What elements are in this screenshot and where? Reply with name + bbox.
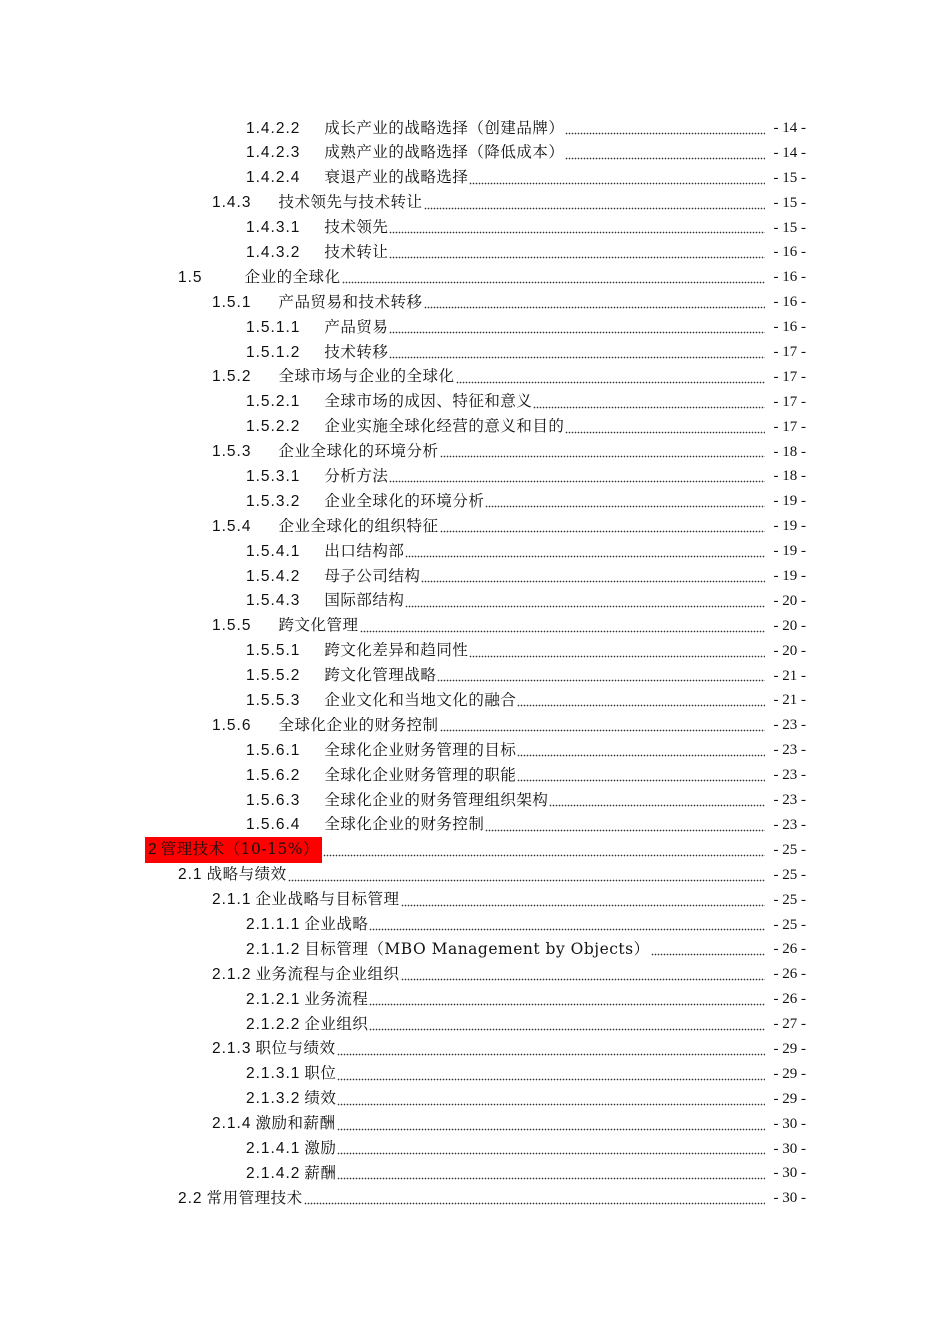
toc-entry-title: 全球市场与企业的全球化 bbox=[278, 367, 455, 386]
toc-entry-number: 1.5.6.4 bbox=[246, 816, 301, 834]
toc-entry-page-number: - 30 - bbox=[773, 1115, 806, 1132]
toc-entry-title: 企业文化和当地文化的融合 bbox=[324, 690, 517, 709]
toc-entry-page-number: - 25 - bbox=[773, 891, 806, 908]
toc-entry-heading bbox=[246, 165, 468, 191]
toc-entry-page-number: - 21 - bbox=[773, 667, 806, 684]
toc-entry[interactable] bbox=[0, 1161, 950, 1186]
toc-entry-title: 企业全球化的组织特征 bbox=[278, 516, 439, 535]
toc-entry-page-number: - 14 - bbox=[773, 120, 806, 136]
dot-leader bbox=[440, 444, 766, 458]
toc-entry-title: 全球化企业的财务控制 bbox=[278, 715, 439, 734]
dot-leader bbox=[549, 793, 765, 807]
toc-entry[interactable] bbox=[0, 688, 950, 713]
toc-entry-heading bbox=[246, 663, 436, 689]
dot-leader bbox=[304, 1191, 765, 1205]
toc-entry-title: 全球化企业财务管理的职能 bbox=[324, 765, 517, 784]
dot-leader bbox=[369, 917, 765, 931]
toc-entry-page-number: - 20 - bbox=[773, 592, 806, 609]
toc-entry-heading bbox=[246, 987, 368, 1013]
toc-entry-number: 1.5.2.2 bbox=[246, 418, 301, 436]
toc-entry-page-number: - 29 - bbox=[773, 1090, 806, 1107]
toc-entry-heading bbox=[212, 514, 439, 540]
toc-entry[interactable] bbox=[0, 788, 950, 813]
toc-entry-number: 1.5.4.2 bbox=[246, 567, 301, 585]
toc-entry-heading bbox=[246, 140, 564, 166]
toc-entry-title: 企业全球化的环境分析 bbox=[324, 491, 485, 510]
toc-entry-title: 绩效 bbox=[304, 1089, 337, 1108]
toc-entry-number: 2.1.4.1 bbox=[246, 1140, 301, 1158]
dot-leader bbox=[360, 619, 766, 633]
toc-entry-title: 成长产业的战略选择（创建品牌） bbox=[324, 118, 565, 137]
dot-leader bbox=[369, 992, 765, 1006]
toc-entry-page-number: - 19 - bbox=[773, 493, 806, 510]
toc-entry-page-number: - 15 - bbox=[773, 219, 806, 236]
toc-entry-number: 1.5.6.2 bbox=[246, 766, 301, 784]
toc-entry[interactable] bbox=[0, 564, 950, 589]
toc-entry-heading bbox=[212, 1111, 336, 1137]
toc-entry-title: 跨文化管理战略 bbox=[324, 666, 437, 685]
toc-entry-title: 产品贸易 bbox=[324, 317, 389, 336]
toc-entry[interactable] bbox=[0, 240, 950, 265]
toc-entry[interactable] bbox=[0, 937, 950, 962]
toc-entry[interactable] bbox=[0, 962, 950, 987]
toc-entry-heading bbox=[212, 962, 400, 988]
dot-leader bbox=[424, 295, 766, 309]
dot-leader bbox=[401, 967, 766, 981]
toc-entry-page-number: - 16 - bbox=[773, 319, 806, 336]
toc-entry[interactable] bbox=[0, 1186, 950, 1211]
toc-entry-heading bbox=[246, 788, 548, 814]
toc-entry-title: 成熟产业的战略选择（降低成本） bbox=[324, 143, 565, 162]
dot-leader bbox=[421, 569, 765, 583]
dot-leader bbox=[565, 146, 765, 160]
toc-entry-heading bbox=[246, 464, 388, 490]
dot-leader bbox=[337, 1166, 765, 1180]
toc-entry[interactable] bbox=[0, 888, 950, 913]
dot-leader bbox=[337, 1092, 765, 1106]
toc-entry-title: 技术领先 bbox=[324, 218, 389, 237]
toc-entry[interactable] bbox=[0, 738, 950, 763]
dot-leader bbox=[369, 1017, 765, 1031]
toc-entry-page-number: - 18 - bbox=[773, 468, 806, 485]
toc-entry-title: 衰退产业的战略选择 bbox=[324, 168, 469, 187]
toc-entry-page-number: - 17 - bbox=[773, 344, 806, 361]
toc-entry-number: 2.1.1.2 bbox=[246, 940, 301, 958]
dot-leader bbox=[405, 594, 765, 608]
toc-entry-title: 跨文化管理 bbox=[278, 616, 359, 635]
toc-entry[interactable] bbox=[0, 340, 950, 365]
toc-entry-number: 1.5.1.1 bbox=[246, 318, 301, 336]
toc-entry[interactable] bbox=[0, 440, 950, 465]
toc-entry-title: 薪酬 bbox=[304, 1163, 337, 1182]
toc-entry-heading bbox=[246, 414, 564, 440]
toc-entry-page-number: - 16 - bbox=[773, 269, 806, 286]
toc-entry-title: 全球市场的成因、特征和意义 bbox=[324, 392, 533, 411]
toc-entry-number: 2.1.2.1 bbox=[246, 990, 301, 1008]
toc-entry-number: 1.4.2.2 bbox=[246, 119, 301, 137]
toc-entry-number: 1.5.2.1 bbox=[246, 393, 301, 411]
toc-entry-title: 企业战略 bbox=[304, 915, 369, 933]
toc-entry-heading bbox=[246, 489, 484, 515]
toc-entry-title: 国际部结构 bbox=[324, 591, 405, 610]
toc-entry-number: 1.5.4.3 bbox=[246, 592, 301, 610]
toc-entry-heading bbox=[246, 116, 564, 142]
toc-entry[interactable] bbox=[0, 315, 950, 340]
toc-entry-heading bbox=[246, 588, 404, 614]
dot-leader bbox=[485, 818, 765, 832]
toc-entry[interactable] bbox=[0, 191, 950, 216]
toc-entry-page-number: - 16 - bbox=[773, 294, 806, 311]
toc-entry-heading bbox=[246, 1086, 336, 1112]
toc-entry-page-number: - 15 - bbox=[773, 194, 806, 211]
toc-entry-heading bbox=[246, 1061, 336, 1087]
toc-entry-title: 企业组织 bbox=[304, 1014, 369, 1033]
toc-entry[interactable] bbox=[0, 713, 950, 738]
toc-entry-heading bbox=[246, 389, 532, 415]
toc-entry-heading bbox=[212, 290, 423, 316]
toc-entry[interactable] bbox=[0, 589, 950, 614]
toc-entry-page-number: - 25 - bbox=[773, 916, 806, 933]
toc-entry-number: 2.1.1 bbox=[212, 891, 252, 909]
dot-leader bbox=[424, 196, 766, 210]
toc-entry-number: 1.5.5.2 bbox=[246, 667, 301, 685]
toc-entry-number: 1.4.2.4 bbox=[246, 169, 301, 187]
dot-leader bbox=[342, 270, 765, 284]
toc-entry-title: 目标管理（MBO Management by Objects） bbox=[304, 939, 650, 958]
toc-entry-number: 2 bbox=[148, 841, 157, 859]
toc-entry-heading bbox=[178, 1186, 303, 1212]
toc-entry-page-number: - 15 - bbox=[773, 169, 806, 186]
toc-entry-page-number: - 25 - bbox=[773, 866, 806, 883]
toc-entry-heading bbox=[246, 215, 388, 241]
toc-entry-heading bbox=[212, 887, 400, 913]
dot-leader bbox=[469, 644, 765, 658]
toc-entry-number: 2.1.3.1 bbox=[246, 1065, 301, 1083]
toc-entry[interactable] bbox=[0, 913, 950, 938]
toc-entry-number: 2.2 bbox=[178, 1189, 203, 1207]
toc-entry-page-number: - 14 - bbox=[773, 144, 806, 161]
toc-entry-heading bbox=[246, 340, 388, 366]
toc-entry-number: 2.1.1.1 bbox=[246, 916, 301, 933]
toc-entry-heading bbox=[246, 315, 388, 341]
toc-entry-number: 2.1.4.2 bbox=[246, 1164, 301, 1182]
toc-entry-page-number: - 21 - bbox=[773, 692, 806, 709]
toc-entry-number: 2.1.2.2 bbox=[246, 1015, 301, 1033]
dot-leader bbox=[469, 171, 765, 185]
dot-leader bbox=[565, 420, 765, 434]
toc-entry[interactable] bbox=[0, 813, 950, 838]
toc-entry-heading bbox=[212, 439, 439, 465]
dot-leader bbox=[440, 718, 766, 732]
toc-entry-heading bbox=[212, 364, 455, 390]
toc-entry-page-number: - 29 - bbox=[773, 1040, 806, 1057]
toc-entry-page-number: - 23 - bbox=[773, 816, 806, 833]
toc-entry[interactable] bbox=[0, 838, 950, 863]
toc-entry[interactable] bbox=[0, 290, 950, 315]
toc-entry[interactable] bbox=[0, 216, 950, 241]
toc-entry[interactable] bbox=[0, 116, 950, 141]
toc-entry-page-number: - 20 - bbox=[773, 617, 806, 634]
toc-entry[interactable] bbox=[0, 863, 950, 888]
toc-entry-number: 1.4.3.1 bbox=[246, 219, 301, 237]
toc-entry[interactable] bbox=[0, 489, 950, 514]
toc-entry[interactable] bbox=[0, 514, 950, 539]
toc-entry-page-number: - 30 - bbox=[773, 1140, 806, 1157]
toc-entry[interactable] bbox=[0, 1012, 950, 1037]
dot-leader bbox=[565, 121, 765, 135]
toc-entry-page-number: - 29 - bbox=[773, 1065, 806, 1082]
toc-entry-page-number: - 19 - bbox=[773, 568, 806, 585]
toc-entry-page-number: - 26 - bbox=[773, 966, 806, 983]
toc-entry-page-number: - 17 - bbox=[773, 393, 806, 410]
toc-entry-title: 业务流程与企业组织 bbox=[255, 964, 400, 983]
toc-entry-heading bbox=[212, 1036, 336, 1062]
toc-entry-heading bbox=[246, 763, 516, 789]
toc-entry-page-number: - 27 - bbox=[773, 1016, 806, 1033]
toc-entry-heading bbox=[246, 638, 468, 664]
toc-entry[interactable] bbox=[0, 664, 950, 689]
toc-entry-title: 母子公司结构 bbox=[324, 566, 421, 585]
toc-entry-title: 业务流程 bbox=[304, 989, 369, 1008]
toc-entry-number: 1.5.4.1 bbox=[246, 542, 301, 560]
dot-leader bbox=[485, 494, 765, 508]
dot-leader bbox=[337, 1067, 765, 1081]
toc-entry-page-number: - 23 - bbox=[773, 717, 806, 734]
dot-leader bbox=[389, 220, 765, 234]
toc-entry-page-number: - 25 - bbox=[773, 841, 806, 858]
toc-entry[interactable] bbox=[0, 1062, 950, 1087]
dot-leader bbox=[389, 345, 765, 359]
toc-entry-number: 1.5.3 bbox=[212, 443, 252, 461]
toc-entry-number: 1.5.6 bbox=[212, 716, 252, 734]
toc-entry-number: 2.1 bbox=[178, 866, 203, 884]
toc-entry-number: 1.5.1.2 bbox=[246, 343, 301, 361]
toc-entry-title: 全球化企业的财务控制 bbox=[324, 815, 485, 834]
toc-entry[interactable] bbox=[0, 415, 950, 440]
toc-entry-page-number: - 26 - bbox=[773, 941, 806, 958]
toc-entry-page-number: - 30 - bbox=[773, 1165, 806, 1182]
toc-entry-title: 职位与绩效 bbox=[255, 1039, 336, 1058]
toc-entry-page-number: - 17 - bbox=[773, 418, 806, 435]
dot-leader bbox=[437, 668, 765, 682]
dot-leader bbox=[337, 1042, 766, 1056]
toc-entry-number: 1.5.5.3 bbox=[246, 691, 301, 709]
toc-entry-heading bbox=[145, 837, 322, 863]
toc-entry-page-number: - 23 - bbox=[773, 742, 806, 759]
dot-leader bbox=[517, 693, 765, 707]
toc-entry-heading bbox=[246, 912, 368, 938]
toc-entry-heading bbox=[246, 564, 420, 590]
toc-entry-page-number: - 23 - bbox=[773, 792, 806, 809]
toc-entry-title: 企业实施全球化经营的意义和目的 bbox=[324, 417, 565, 436]
dot-leader bbox=[389, 320, 765, 334]
toc-entry-number: 1.4.2.3 bbox=[246, 144, 301, 162]
toc-entry-title: 激励和薪酬 bbox=[255, 1114, 336, 1133]
toc-entry-title: 管理技术（10-15%） bbox=[160, 840, 320, 859]
toc-entry-page-number: - 16 - bbox=[773, 244, 806, 261]
toc-entry-number: 1.5.6.1 bbox=[246, 741, 301, 759]
dot-leader bbox=[405, 544, 765, 558]
toc-entry-heading bbox=[246, 937, 650, 963]
toc-entry-page-number: - 19 - bbox=[773, 543, 806, 560]
table-of-contents bbox=[0, 116, 950, 1211]
toc-entry-number: 1.5.5.1 bbox=[246, 642, 301, 660]
dot-leader bbox=[288, 868, 765, 882]
toc-entry[interactable] bbox=[0, 614, 950, 639]
toc-entry-title: 企业全球化的环境分析 bbox=[278, 442, 439, 461]
dot-leader bbox=[651, 942, 765, 956]
dot-leader bbox=[389, 469, 765, 483]
toc-entry[interactable] bbox=[0, 1137, 950, 1162]
toc-entry-number: 2.1.3 bbox=[212, 1040, 252, 1058]
toc-entry-number: 1.5 bbox=[178, 268, 203, 286]
toc-entry-heading bbox=[212, 713, 439, 739]
toc-entry-number: 1.5.5 bbox=[212, 617, 252, 635]
toc-entry-title: 企业的全球化 bbox=[244, 267, 341, 286]
toc-entry[interactable] bbox=[0, 365, 950, 390]
toc-entry-heading bbox=[212, 190, 423, 216]
dot-leader bbox=[323, 843, 765, 857]
toc-entry-title: 全球化企业财务管理的目标 bbox=[324, 740, 517, 759]
toc-entry-number: 1.4.3 bbox=[212, 194, 252, 212]
toc-entry-title: 全球化企业的财务管理组织架构 bbox=[324, 790, 549, 809]
toc-entry-number: 2.1.4 bbox=[212, 1115, 252, 1133]
toc-entry-title: 战略与绩效 bbox=[206, 865, 287, 884]
toc-entry-heading bbox=[178, 265, 341, 291]
toc-entry-title: 技术领先与技术转让 bbox=[278, 193, 423, 212]
toc-entry[interactable] bbox=[0, 464, 950, 489]
toc-entry-number: 1.5.3.2 bbox=[246, 492, 301, 510]
toc-entry-page-number: - 19 - bbox=[773, 518, 806, 535]
toc-entry-heading bbox=[246, 1161, 336, 1187]
toc-entry-page-number: - 17 - bbox=[773, 368, 806, 385]
dot-leader bbox=[389, 245, 765, 259]
toc-entry-heading bbox=[246, 539, 404, 565]
toc-entry-page-number: - 23 - bbox=[773, 767, 806, 784]
toc-entry-number: 2.1.2 bbox=[212, 965, 252, 983]
toc-entry-number: 1.5.4 bbox=[212, 517, 252, 535]
toc-entry-number: 1.5.6.3 bbox=[246, 791, 301, 809]
toc-entry[interactable] bbox=[0, 141, 950, 166]
toc-entry-title: 常用管理技术 bbox=[206, 1188, 303, 1207]
toc-entry[interactable] bbox=[0, 1037, 950, 1062]
dot-leader bbox=[440, 519, 766, 533]
toc-entry[interactable] bbox=[0, 265, 950, 290]
toc-entry-heading bbox=[246, 738, 516, 764]
toc-entry-number: 1.5.2 bbox=[212, 368, 252, 386]
toc-entry-title: 技术转让 bbox=[324, 242, 389, 261]
dot-leader bbox=[517, 743, 765, 757]
toc-entry-page-number: - 18 - bbox=[773, 443, 806, 460]
toc-entry[interactable] bbox=[0, 763, 950, 788]
toc-entry[interactable] bbox=[0, 1112, 950, 1137]
toc-entry-heading bbox=[246, 1012, 368, 1038]
toc-entry-heading bbox=[246, 1136, 336, 1162]
toc-entry[interactable] bbox=[0, 639, 950, 664]
toc-entry-number: 1.4.3.2 bbox=[246, 243, 301, 261]
toc-entry-title: 出口结构部 bbox=[324, 541, 405, 560]
toc-entry-page-number: - 30 - bbox=[773, 1190, 806, 1207]
toc-entry[interactable] bbox=[0, 390, 950, 415]
dot-leader bbox=[456, 370, 766, 384]
toc-entry[interactable] bbox=[0, 539, 950, 564]
toc-entry-title: 激励 bbox=[304, 1139, 337, 1158]
dot-leader bbox=[517, 768, 765, 782]
toc-entry-title: 企业战略与目标管理 bbox=[255, 890, 400, 909]
toc-entry-title: 分析方法 bbox=[324, 466, 389, 485]
dot-leader bbox=[401, 893, 766, 907]
toc-entry[interactable] bbox=[0, 1087, 950, 1112]
toc-entry-title: 跨文化差异和趋同性 bbox=[324, 641, 469, 660]
toc-entry-page-number: - 20 - bbox=[773, 642, 806, 659]
toc-entry-title: 技术转移 bbox=[324, 342, 389, 361]
toc-entry-number: 2.1.3.2 bbox=[246, 1090, 301, 1108]
dot-leader bbox=[337, 1117, 766, 1131]
toc-entry-title: 职位 bbox=[304, 1064, 337, 1083]
toc-entry-heading bbox=[246, 240, 388, 266]
toc-entry[interactable] bbox=[0, 166, 950, 191]
dot-leader bbox=[533, 395, 765, 409]
toc-entry-number: 1.5.3.1 bbox=[246, 467, 301, 485]
toc-entry-heading bbox=[246, 688, 516, 714]
toc-entry-title: 产品贸易和技术转移 bbox=[278, 292, 423, 311]
toc-entry-heading bbox=[178, 862, 287, 888]
toc-entry-heading bbox=[212, 613, 359, 639]
toc-entry-page-number: - 26 - bbox=[773, 991, 806, 1008]
toc-entry[interactable] bbox=[0, 987, 950, 1012]
dot-leader bbox=[337, 1141, 765, 1155]
toc-entry-number: 1.5.1 bbox=[212, 293, 252, 311]
toc-entry-heading bbox=[246, 812, 484, 838]
